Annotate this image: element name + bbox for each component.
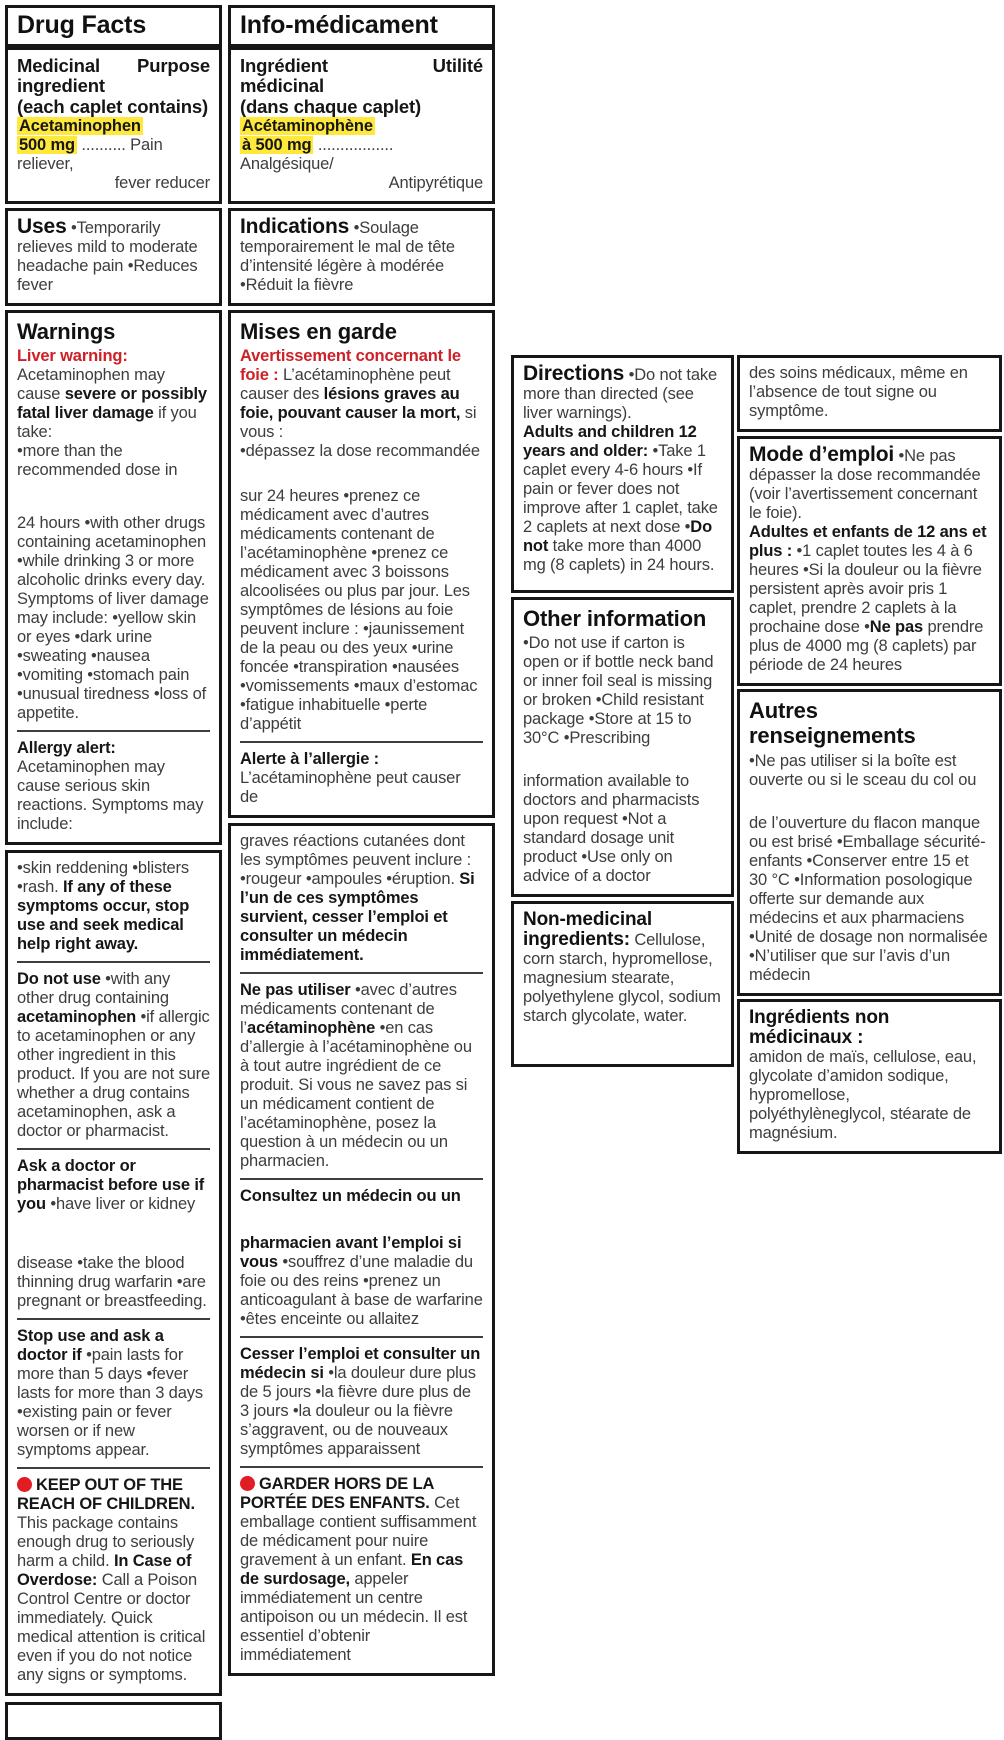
text-run: Acetaminophen may cause serious skin reactions. Symptoms may include:	[17, 758, 204, 834]
paragraph	[17, 758, 210, 834]
label-wrap-gap	[749, 790, 990, 814]
paragraph	[17, 214, 210, 295]
uses-box	[5, 208, 222, 306]
directions-box	[511, 355, 734, 593]
paragraph	[749, 445, 990, 523]
paragraph	[17, 1254, 210, 1311]
text-run: This package contains enough drug to seriously harm a child.	[17, 1514, 195, 1571]
section-separator	[17, 1148, 210, 1150]
text-run: graves réactions cutanées dont les symptômes peuvent inclure : •rougeur •ampoules •éruption.	[240, 832, 472, 889]
paragraph	[17, 136, 210, 174]
text-run: 24 hours •with other drugs containing acetaminophen •while drinking 3 or more alcoholic drinks every day. Symptoms of liver damage may include: •yellow skin or eyes •dark urine •sweating •nausea •vomiting •stomach pain •unusual tiredness •loss of appetite.	[17, 514, 209, 723]
text-run: •1 caplet toutes les 4 à 6 heures •Si la douleur ou la fièvre persistent après avoir pris 1 caplet, prendre 2 caplets à la prochaine dose •	[749, 542, 982, 636]
paragraph	[749, 1008, 990, 1048]
drug-facts-panel	[5, 5, 222, 1740]
paragraph	[240, 75, 483, 96]
paragraph	[17, 174, 210, 193]
warnings-box	[5, 310, 222, 845]
text-run: L’acétaminophène peut causer de	[240, 769, 461, 807]
text-run: si vous :	[240, 404, 477, 442]
text-run: •Do not take more than directed (see liver warnings).	[523, 366, 717, 422]
paragraph	[240, 981, 483, 1171]
paragraph	[240, 487, 483, 734]
text-run: appeler immédiatement un centre antipoison ou un médecin. Il est essentiel d’obtenir immédiatement	[240, 1570, 468, 1665]
text-run: •pain lasts for more than 5 days •fever lasts for more than 3 days •existing pain or fever worsen or if new symptoms appear.	[17, 1346, 203, 1460]
paragraph	[749, 752, 990, 790]
text-run: •skin reddening •blisters •rash.	[17, 859, 189, 897]
label-wrap-gap	[240, 461, 483, 487]
paragraph	[17, 75, 210, 96]
text-run: Ask a doctor or pharmacist before use if you	[17, 1157, 205, 1214]
paragraph	[749, 364, 990, 421]
paragraph	[240, 832, 483, 965]
mode-emploi-panel	[737, 355, 1002, 1154]
text-run: Consultez un médecin ou un	[240, 1187, 461, 1206]
text-run: severe or possibly fatal liver damage	[17, 385, 207, 423]
paragraph	[240, 1475, 483, 1665]
highlighted-text: 500 mg	[19, 135, 75, 154]
paragraph	[523, 364, 722, 423]
section-heading: Warnings	[17, 318, 116, 344]
text-run: ................. Analgésique/	[240, 135, 394, 173]
text-run: information available to doctors and pharmacists upon request •Not a standard dosage unit product •Use only on advice of a doctor	[523, 772, 700, 886]
warnings-continued-box	[5, 850, 222, 1696]
red-warning-text: Liver warning:	[17, 347, 128, 366]
text-run: médicinal	[240, 74, 324, 96]
text-run: prendre plus de 4000 mg (8 caplets) par période de 24 heures	[749, 618, 984, 674]
paragraph	[17, 1476, 210, 1685]
text-run: Adults and children 12 years and older:	[523, 423, 697, 460]
section-heading: Directions	[523, 362, 625, 385]
highlighted-text: Acétaminophène	[242, 116, 373, 135]
paragraph	[17, 514, 210, 723]
text-run: •la douleur dure plus de 5 jours •la fièvre dure plus de 3 jours •la douleur ou la fièvre s’aggravent, ou de nouveaux symptômes apparaissent	[240, 1364, 476, 1459]
text-run: L’acétaminophène peut causer des	[240, 366, 451, 404]
label-wrap-gap	[17, 480, 210, 514]
paragraph	[240, 174, 483, 193]
paragraph	[17, 1327, 210, 1460]
text-run: •dépassez la dose recommandée	[240, 442, 480, 461]
non-medicinal-ingredients-box	[511, 901, 734, 1067]
paragraph	[17, 739, 210, 758]
section-heading: Indications	[240, 214, 350, 238]
heading-right: Purpose	[137, 54, 210, 76]
paragraph	[240, 442, 483, 461]
red-warning-text: Avertissement concernant le foie :	[240, 347, 461, 385]
section-separator	[240, 1178, 483, 1180]
paragraph	[17, 117, 210, 136]
text-run: En cas de surdosage,	[240, 1551, 464, 1589]
directions-panel	[511, 355, 734, 1067]
text-run: •Temporarily relieves mild to moderate headache pain •Reduces fever	[17, 218, 198, 294]
empty-continuation-box	[5, 1702, 222, 1740]
indications-box	[228, 208, 495, 306]
info-medicament-panel	[228, 5, 495, 1676]
two-column-heading	[17, 56, 210, 75]
text-run: •avec d’autres médicaments contenant de l’	[240, 981, 457, 1038]
label-wrap-gap	[523, 748, 722, 772]
text-run: Cet emballage contient suffisamment de médicament pour nuire gravement à un enfant.	[240, 1494, 477, 1570]
section-separator	[17, 961, 210, 963]
text-run: fever reducer	[114, 173, 210, 192]
paragraph	[240, 750, 483, 769]
paragraph	[240, 214, 483, 295]
paragraph	[523, 910, 722, 1026]
text-run: Cesser l’emploi et consulter un médecin si	[240, 1345, 481, 1383]
section-heading: Mises en garde	[240, 318, 397, 344]
text-run: sur 24 heures •prenez ce médicament avec d’autres médicaments contenant de l’acétaminophène •prenez ce médicament avec 3 boissons alcoolisées ou plus par jour. Les symptômes de lésions au foie peuvent inclure : •jaunissement de la peau ou des yeux •urine foncée •transpiration •nausées •vomissements •maux d’estomac •fatigue inhabituelle •perte d’appétit	[240, 487, 478, 734]
text-run: •Ne pas utiliser si la boîte est ouverte ou si le sceau du col ou	[749, 751, 977, 789]
heading-left: Medicinal	[17, 54, 100, 76]
label-wrap-gap	[240, 1206, 483, 1234]
text-run: pharmacien avant l’emploi si vous	[240, 1234, 462, 1272]
paragraph	[523, 423, 722, 575]
text-run: Stop use and ask a doctor if	[17, 1327, 164, 1365]
paragraph	[17, 442, 210, 480]
panel-title-en: Drug Facts	[17, 11, 147, 39]
text-run: amidon de maïs, cellulose, eau, glycolate d’amidon sodique, hypromellose, polyéthylèneglycol, stéarate de magnésium.	[749, 1047, 977, 1142]
section-separator	[17, 730, 210, 732]
text-run: GARDER HORS DE LA PORTÉE DES ENFANTS.	[240, 1475, 434, 1513]
text-run: •with any other drug containing	[17, 970, 171, 1008]
text-run: Call a Poison Control Centre or doctor immediately. Quick medical attention is critical even if you do not notice any signs or symptoms.	[17, 1571, 206, 1685]
paragraph	[17, 347, 210, 366]
text-run: •have liver or kidney	[45, 1195, 196, 1214]
section-separator	[240, 1336, 483, 1338]
medicinal-ingredient-box	[5, 47, 222, 204]
text-run: acetaminophen	[17, 1008, 137, 1027]
paragraph	[240, 1187, 483, 1206]
paragraph	[17, 970, 210, 1141]
section-heading: Uses	[17, 214, 67, 238]
text-run: •en cas d’allergie à l’acétaminophène ou à tout autre ingrédient de ce produit. Si vous ne savez pas si un médicament contient de l’acétaminophène, posez la question à un médecin ou un pharmacien.	[240, 1019, 472, 1171]
section-heading: Non-medicinal ingredients:	[523, 909, 652, 951]
section-separator	[17, 1318, 210, 1320]
soins-medicaux-continued-box	[737, 355, 1002, 432]
text-run: disease •take the blood thinning drug warfarin •are pregnant or breastfeeding.	[17, 1254, 207, 1311]
mode-demploi-box	[737, 436, 1002, 686]
paragraph	[240, 1234, 483, 1329]
heading-right: Utilité	[432, 54, 483, 76]
paragraph	[17, 366, 210, 442]
text-run: Allergy alert:	[17, 739, 116, 758]
two-column-heading	[240, 56, 483, 75]
label-wrap-gap	[17, 1214, 210, 1254]
paragraph	[749, 523, 990, 675]
text-run: Antipyrétique	[388, 173, 483, 192]
autres-renseignements-box	[737, 689, 1002, 996]
text-run: If any of these symptoms occur, stop use and seek medical help right away.	[17, 878, 190, 954]
paragraph	[17, 1157, 210, 1214]
section-separator	[240, 972, 483, 974]
text-run: de l’ouverture du flacon manque ou est brisé •Emballage sécurité-enfants •Conserver entre 15 et 30 °C •Information posologique offerte sur demande aux médecins et aux pharmaciens •Unité de dosage non normalisée •N’utiliser que sur l’avis d’un médecin	[749, 813, 988, 984]
paragraph	[240, 96, 483, 117]
text-run: •more than the recommended dose in	[17, 442, 178, 480]
text-run: des soins médicaux, même en l’absence de tout signe ou symptôme.	[749, 364, 968, 420]
ingredient-medicinal-box	[228, 47, 495, 204]
mises-en-garde-box	[228, 310, 495, 818]
drug-facts-title	[5, 5, 222, 47]
ingredients-non-medicinaux-box	[737, 999, 1002, 1154]
paragraph	[240, 347, 483, 442]
highlighted-text: à 500 mg	[242, 135, 312, 154]
paragraph	[240, 117, 483, 136]
text-run: Do not	[523, 518, 712, 555]
text-run: Do not use	[17, 970, 101, 989]
section-separator	[240, 741, 483, 743]
text-run: (dans chaque caplet)	[240, 95, 422, 117]
text-run: •Take 1 caplet every 4-6 hours •If pain or fever does not improve after 1 caplet, take 2 caplets at next dose •	[523, 442, 718, 536]
paragraph	[240, 769, 483, 807]
text-run: ingredient	[17, 74, 105, 96]
text-run: •Ne pas dépasser la dose recommandée (voir l’avertissement concernant le foie).	[749, 447, 981, 522]
section-heading: Ingrédients non médicinaux :	[749, 1006, 890, 1048]
heading-left: Ingrédient	[240, 54, 328, 76]
text-run: acétaminophène	[247, 1019, 376, 1038]
section-heading: Autres renseignements	[749, 698, 916, 749]
text-run: In Case of Overdose:	[17, 1552, 192, 1590]
section-separator	[17, 1467, 210, 1469]
text-run: Ne pas	[869, 618, 924, 636]
text-run: .......... Pain reliever,	[17, 135, 163, 173]
text-run: •if allergic to acetaminophen or any other ingredient in this product. If you are not sure whether a drug contains acetaminophen, ask a doctor or pharmacist.	[17, 1008, 210, 1141]
text-run: take more than 4000 mg (8 caplets) in 24 hours.	[523, 537, 715, 574]
section-heading: Other information	[523, 606, 707, 631]
text-run: Ne pas utiliser	[240, 981, 351, 1000]
mises-en-garde-continued-box	[228, 823, 495, 1676]
paragraph	[749, 814, 990, 985]
text-run: •Soulage temporairement le mal de tête d’intensité légère à modérée •Réduit la fièvre	[240, 218, 455, 294]
text-run: Adultes et enfants de 12 ans et plus :	[749, 523, 987, 560]
text-run: if you take:	[17, 404, 197, 442]
paragraph	[523, 634, 722, 748]
paragraph	[17, 859, 210, 954]
paragraph	[749, 1048, 990, 1143]
text-run: Si l’un de ces symptômes survient, cesser l’emploi et consulter un médecin immédiatement.	[240, 870, 475, 965]
text-run: KEEP OUT OF THE REACH OF CHILDREN.	[17, 1476, 195, 1514]
paragraph	[523, 772, 722, 886]
text-run: •souffrez d’une maladie du foie ou des reins •prenez un anticoagulant à base de warfarine •êtes enceinte ou allaitez	[240, 1253, 483, 1329]
section-heading: Mode d’emploi	[749, 443, 895, 466]
text-run: (each caplet contains)	[17, 95, 209, 117]
text-run: Alerte à l’allergie :	[240, 750, 379, 769]
text-run: •Do not use if carton is open or if bottle neck band or inner foil seal is missing or broken •Child resistant package •Store at 15 to 30°C •Prescribing	[523, 634, 714, 748]
text-run: lésions graves au foie, pouvant causer la mort,	[240, 385, 461, 423]
other-information-box	[511, 597, 734, 897]
highlighted-text: Acetaminophen	[19, 116, 141, 135]
red-dot-icon	[17, 1477, 32, 1492]
text-run: Acetaminophen may cause	[17, 366, 165, 404]
paragraph	[240, 136, 483, 174]
paragraph	[17, 96, 210, 117]
panel-title-fr: Info-médicament	[240, 11, 438, 39]
section-separator	[240, 1466, 483, 1468]
info-medicament-title	[228, 5, 495, 47]
text-run: Cellulose, corn starch, hypromellose, magnesium stearate, polyethylene glycol, sodium starch glycolate, water.	[523, 931, 721, 1026]
red-dot-icon	[240, 1476, 255, 1491]
paragraph	[240, 1345, 483, 1459]
